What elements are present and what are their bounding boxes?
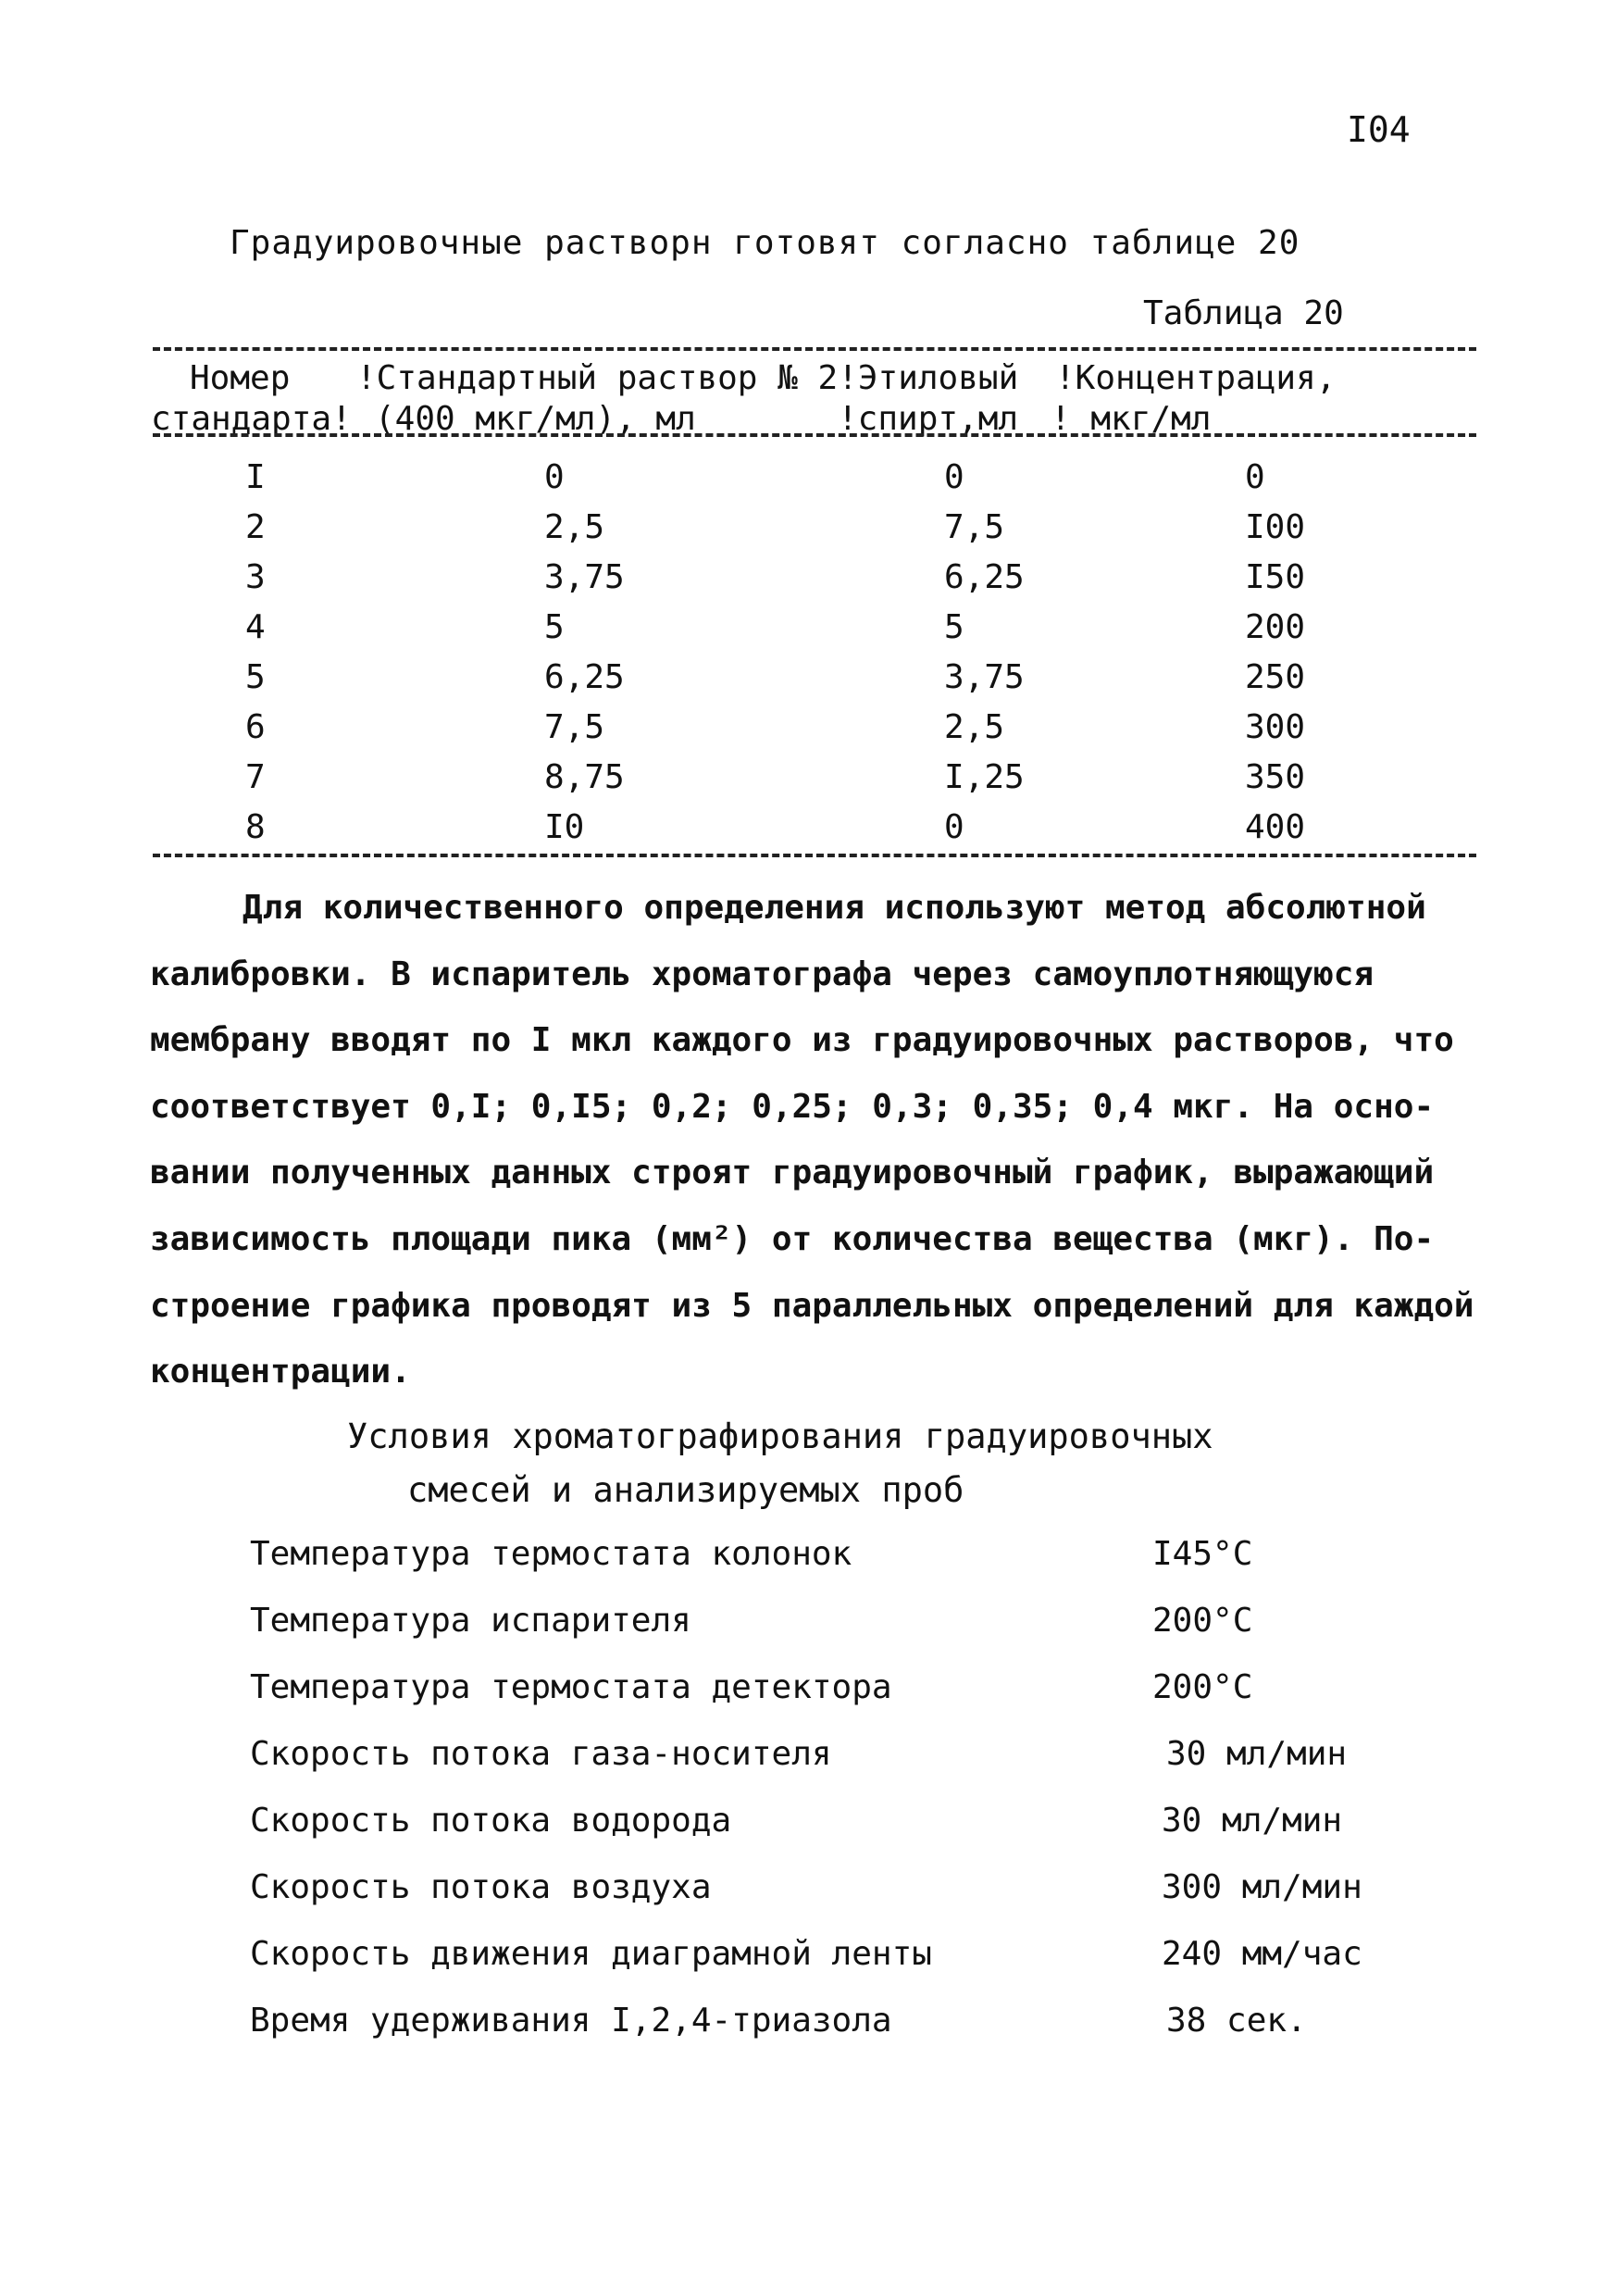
condition-label: Скорость потока водорода bbox=[250, 1802, 732, 1840]
condition-value: 30 мл/мин bbox=[1162, 1802, 1343, 1840]
table-row bbox=[0, 558, 1617, 608]
condition-value: 38 сек. bbox=[1166, 2002, 1307, 2040]
header-col4-line2: ! мкг/мл bbox=[1051, 400, 1212, 438]
condition-label: Температура термостата детектора bbox=[250, 1668, 892, 1706]
cell-standard-solution: 2,5 bbox=[544, 508, 605, 546]
condition-value: 300 мл/мин bbox=[1162, 1868, 1362, 1906]
table-header-rule bbox=[153, 433, 1476, 437]
condition-row bbox=[250, 1602, 1453, 1657]
condition-label: Температура испарителя bbox=[250, 1602, 691, 1640]
header-col2-line1: !Стандартный раствор № 2!Этиловый bbox=[356, 359, 1019, 397]
cell-ethanol: 5 bbox=[944, 608, 964, 646]
cell-standard-number: 3 bbox=[245, 558, 266, 596]
condition-row bbox=[250, 1535, 1453, 1591]
condition-value: 30 мл/мин bbox=[1166, 1735, 1348, 1773]
cell-standard-number: 8 bbox=[245, 808, 266, 846]
cell-standard-number: 6 bbox=[245, 708, 266, 746]
conditions-title-line1: Условия хроматографирования градуировочных bbox=[347, 1416, 1213, 1456]
paragraph-line: зависимость площади пика (мм²) от количества вещества (мкг). По- bbox=[150, 1219, 1435, 1258]
cell-standard-number: I bbox=[245, 458, 266, 496]
table-caption: Таблица 20 bbox=[1143, 294, 1344, 332]
condition-row bbox=[250, 1668, 1453, 1724]
cell-ethanol: I,25 bbox=[944, 758, 1025, 796]
paragraph-line: строение графика проводят из 5 параллельных определений для каждой bbox=[150, 1286, 1474, 1325]
cell-standard-number: 5 bbox=[245, 658, 266, 696]
cell-concentration: 400 bbox=[1245, 808, 1306, 846]
condition-row bbox=[250, 2002, 1453, 2057]
cell-standard-solution: 0 bbox=[544, 458, 565, 496]
cell-standard-number: 2 bbox=[245, 508, 266, 546]
table-row bbox=[0, 658, 1617, 708]
cell-concentration: 250 bbox=[1245, 658, 1306, 696]
condition-row bbox=[250, 1735, 1453, 1791]
cell-concentration: I00 bbox=[1245, 508, 1306, 546]
condition-value: 200°C bbox=[1152, 1668, 1253, 1706]
cell-standard-number: 7 bbox=[245, 758, 266, 796]
cell-standard-solution: 8,75 bbox=[544, 758, 625, 796]
cell-ethanol: 0 bbox=[944, 458, 964, 496]
condition-value: I45°C bbox=[1152, 1535, 1253, 1573]
condition-row bbox=[250, 1802, 1453, 1857]
header-col4-line1: !Концентрация, bbox=[1055, 359, 1337, 397]
cell-standard-solution: I0 bbox=[544, 808, 585, 846]
cell-concentration: 300 bbox=[1245, 708, 1306, 746]
condition-label: Скорость потока газа-носителя bbox=[250, 1735, 832, 1773]
header-col2-line2: (400 мкг/мл), мл bbox=[375, 400, 696, 438]
table-bottom-rule bbox=[153, 854, 1476, 857]
intro-text: Градуировочные растворн готовят согласно таблице 20 bbox=[230, 224, 1300, 262]
cell-ethanol: 0 bbox=[944, 808, 964, 846]
table-row bbox=[0, 808, 1617, 858]
header-col1-line2: стандарта! bbox=[151, 400, 352, 438]
paragraph-line: Для количественного определения используют метод абсолютной bbox=[243, 889, 1426, 927]
table-row bbox=[0, 758, 1617, 808]
cell-standard-solution: 6,25 bbox=[544, 658, 625, 696]
table-row bbox=[0, 508, 1617, 558]
paragraph-line: соответствует 0,I; 0,I5; 0,2; 0,25; 0,3; 0,35; 0,4 мкг. На осно- bbox=[150, 1087, 1435, 1126]
header-col3-line2: !спирт,мл bbox=[838, 400, 1019, 438]
condition-value: 240 мм/час bbox=[1162, 1935, 1362, 1973]
condition-row bbox=[250, 1935, 1453, 1990]
cell-standard-number: 4 bbox=[245, 608, 266, 646]
condition-label: Время удерживания I,2,4-триазола bbox=[250, 2002, 892, 2040]
cell-ethanol: 7,5 bbox=[944, 508, 1005, 546]
cell-concentration: 200 bbox=[1245, 608, 1306, 646]
cell-standard-solution: 5 bbox=[544, 608, 565, 646]
table-row bbox=[0, 458, 1617, 508]
cell-ethanol: 6,25 bbox=[944, 558, 1025, 596]
paragraph-line: концентрации. bbox=[150, 1353, 411, 1391]
paragraph-line: калибровки. В испаритель хроматографа через самоуплотняющуюся bbox=[150, 955, 1374, 993]
paragraph-line: мембрану вводят по I мкл каждого из градуировочных растворов, что bbox=[150, 1021, 1454, 1060]
header-col1-line1: Номер bbox=[190, 359, 291, 397]
conditions-title-line2: смесей и анализируемых проб bbox=[407, 1470, 964, 1510]
condition-label: Температура термостата колонок bbox=[250, 1535, 852, 1573]
condition-row bbox=[250, 1868, 1453, 1924]
condition-label: Скорость потока воздуха bbox=[250, 1868, 712, 1906]
cell-standard-solution: 3,75 bbox=[544, 558, 625, 596]
body-paragraph bbox=[150, 875, 1483, 1405]
cell-concentration: 350 bbox=[1245, 758, 1306, 796]
paragraph-line: вании полученных данных строят градуировочный график, выражающий bbox=[150, 1154, 1435, 1192]
table-top-rule bbox=[153, 347, 1476, 351]
condition-value: 200°C bbox=[1152, 1602, 1253, 1640]
cell-ethanol: 2,5 bbox=[944, 708, 1005, 746]
cell-concentration: 0 bbox=[1245, 458, 1265, 496]
table-row bbox=[0, 608, 1617, 658]
table-row bbox=[0, 708, 1617, 758]
cell-concentration: I50 bbox=[1245, 558, 1306, 596]
condition-label: Скорость движения диаграмной ленты bbox=[250, 1935, 932, 1973]
cell-ethanol: 3,75 bbox=[944, 658, 1025, 696]
cell-standard-solution: 7,5 bbox=[544, 708, 605, 746]
page-number: I04 bbox=[1347, 109, 1411, 150]
